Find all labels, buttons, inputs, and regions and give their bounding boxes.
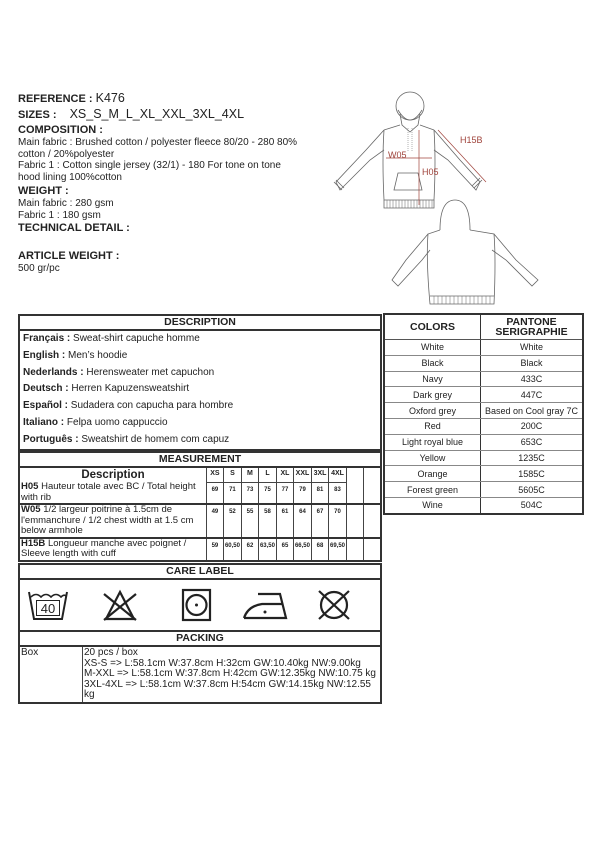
wash-temp: 40 <box>36 600 60 616</box>
sizes-line <box>18 108 338 124</box>
measurement-row <box>20 538 380 560</box>
measure-text: Hauteur totale avec BC / Total height with rib <box>21 481 196 503</box>
lang-text: Men’s hoodie <box>68 349 128 361</box>
iron-low-icon <box>240 588 296 622</box>
measure-value: 69,50 <box>328 538 346 560</box>
packing-key: Box <box>20 647 83 702</box>
measure-value: 66,50 <box>293 538 311 560</box>
label-h05: H05 <box>422 167 439 177</box>
color-row <box>385 340 582 356</box>
measure-value: 62 <box>241 538 258 560</box>
care-label-title: CARE LABEL <box>20 565 380 580</box>
packing-line: 20 pcs / box <box>84 647 138 658</box>
packing-line: XS-S => L:58.1cm W:37.8cm H:32cm GW:10.40kg NW:9.00kg <box>84 657 361 669</box>
wash-40-icon <box>26 588 70 622</box>
measure-code: W05 <box>21 504 41 515</box>
weight-line: Fabric 1 : 180 gsm <box>18 209 101 221</box>
measurement-row <box>20 482 380 504</box>
pantone-code: 5605C <box>481 482 583 498</box>
measure-value: 81 <box>311 482 328 504</box>
packing-details <box>83 647 381 702</box>
description-section <box>18 314 382 451</box>
packing-title: PACKING <box>20 632 380 647</box>
measure-value: 73 <box>241 482 258 504</box>
description-row <box>20 348 380 365</box>
description-row <box>20 331 380 348</box>
lang-label: Deutsch : <box>23 383 69 395</box>
weight-line: Main fabric : 280 gsm <box>18 198 114 209</box>
color-name: Red <box>385 418 481 434</box>
label-h15b: H15B <box>460 135 483 145</box>
lang-label: Español : <box>23 400 69 412</box>
pantone-code: 1585C <box>481 466 583 482</box>
measure-value: 61 <box>276 504 293 538</box>
measurement-row <box>20 504 380 538</box>
measure-value: 77 <box>276 482 293 504</box>
pantone-code: 653C <box>481 434 583 450</box>
color-name: Light royal blue <box>385 434 481 450</box>
color-name: White <box>385 340 481 356</box>
article-weight-label: ARTICLE WEIGHT : <box>18 250 120 262</box>
color-row <box>385 482 582 498</box>
color-row <box>385 450 582 466</box>
pantone-code: 200C <box>481 418 583 434</box>
measure-value: 65 <box>276 538 293 560</box>
measure-value: 52 <box>223 504 241 538</box>
article-weight-value: 500 gr/pc <box>18 263 60 274</box>
size-header: 4XL <box>328 468 346 482</box>
sizes-value: XS_S_M_L_XL_XXL_3XL_4XL <box>69 107 245 121</box>
packing-table <box>20 647 380 702</box>
pantone-code: Black <box>481 355 583 371</box>
measure-value: 75 <box>258 482 276 504</box>
size-header: XL <box>276 468 293 482</box>
weight-label: WEIGHT : <box>18 185 69 197</box>
sizes-label: SIZES : <box>18 109 57 121</box>
lang-label: Nederlands : <box>23 366 84 378</box>
reference-value: K476 <box>95 91 125 105</box>
measure-text: Longueur manche avec poignet / Sleeve length with cuff <box>21 537 187 559</box>
description-row <box>20 432 380 449</box>
packing-line: 3XL-4XL => L:58.1cm W:37.8cm H:54cm GW:14.15kg NW:12.55 kg <box>84 678 371 701</box>
lang-text: Sweat-shirt capuche homme <box>73 333 200 344</box>
measure-value: 60,50 <box>223 538 241 560</box>
measurement-section <box>18 451 382 562</box>
pantone-header: PANTONE SERIGRAPHIE <box>481 315 583 340</box>
size-header: L <box>258 468 276 482</box>
measure-value: 83 <box>328 482 346 504</box>
pantone-code: 433C <box>481 371 583 387</box>
pantone-code: 504C <box>520 500 543 511</box>
composition-label: COMPOSITION : <box>18 124 103 136</box>
pantone-code: White <box>481 340 583 356</box>
measure-code: H15B <box>21 537 46 549</box>
description-row <box>20 365 380 382</box>
colors-section <box>383 313 584 515</box>
lang-label: Italiano : <box>23 416 65 428</box>
label-w05: W05 <box>388 150 407 160</box>
composition-line: Main fabric : Brushed cotton / polyester fleece 80/20 - 280 80% <box>18 137 298 148</box>
pantone-code: 1235C <box>481 450 583 466</box>
colors-header: COLORS <box>385 315 481 340</box>
color-row <box>385 387 582 403</box>
lang-label: Français : <box>23 333 71 344</box>
lang-text: Sweatshirt de homem com capuz <box>81 433 230 445</box>
color-row <box>385 434 582 450</box>
measure-value: 55 <box>241 504 258 538</box>
size-header: XS <box>206 468 223 482</box>
packing-row <box>20 647 380 702</box>
size-header: M <box>241 468 258 482</box>
color-row <box>385 497 582 512</box>
reference-line <box>18 92 338 108</box>
reference-label: REFERENCE : <box>18 93 93 105</box>
care-label-section <box>18 563 382 632</box>
measure-code: H05 <box>21 481 39 492</box>
measure-value: 58 <box>258 504 276 538</box>
measure-value: 69 <box>206 482 223 504</box>
size-header: 3XL <box>311 468 328 482</box>
lang-text: Sudadera con capucha para hombre <box>70 400 234 412</box>
measure-value: 67 <box>311 504 328 538</box>
color-name: Oxford grey <box>385 403 481 419</box>
color-row <box>385 371 582 387</box>
color-name: Forest green <box>385 482 481 498</box>
measure-value: 70 <box>328 504 346 538</box>
technical-drawing <box>330 80 550 310</box>
measurement-header-row <box>20 468 380 482</box>
measure-value: 68 <box>311 538 328 560</box>
composition-line: cotton / 20%polyester <box>18 148 115 160</box>
size-header: S <box>223 468 241 482</box>
measure-value: 71 <box>223 482 241 504</box>
measure-value: 79 <box>293 482 311 504</box>
pantone-code: Based on Cool gray 7C <box>481 403 583 419</box>
composition-line: Fabric 1 : Cotton single jersey (32/1) - 180 For tone on tone <box>18 160 281 171</box>
no-dry-clean-icon <box>312 588 356 622</box>
color-row <box>385 403 582 419</box>
care-icons <box>20 580 380 630</box>
description-row <box>20 398 380 415</box>
spec-header <box>18 92 338 275</box>
description-row <box>20 381 380 398</box>
lang-text: Herren Kapuzensweatshirt <box>71 383 190 395</box>
color-name: Orange <box>385 466 481 482</box>
measurement-title: MEASUREMENT <box>20 453 380 468</box>
lang-text: Felpa uomo cappuccio <box>66 416 168 428</box>
description-col-header: Description <box>20 468 206 482</box>
lang-label: English : <box>23 349 66 361</box>
colors-table <box>385 315 582 513</box>
description-row <box>20 415 380 432</box>
composition-line: hood lining 100%cotton <box>18 171 122 183</box>
color-row <box>385 466 582 482</box>
lang-text: Herensweater met capuchon <box>86 366 215 378</box>
measure-value: 63,50 <box>258 538 276 560</box>
color-name: Yellow <box>385 450 481 466</box>
tumble-dry-low-icon <box>175 588 219 622</box>
hoodie-front-back-icon <box>330 80 550 310</box>
technical-detail-label: TECHNICAL DETAIL : <box>18 222 130 234</box>
description-title: DESCRIPTION <box>20 316 380 331</box>
color-name: Wine <box>385 497 481 512</box>
measure-value: 64 <box>293 504 311 538</box>
measure-value: 59 <box>206 538 223 560</box>
measure-text: 1/2 largeur poitrine à 1.5cm de l'emmanchure / 1/2 chest width at 1.5 cm below armhole <box>21 504 194 536</box>
color-row <box>385 418 582 434</box>
color-row <box>385 355 582 371</box>
measurement-table <box>20 468 380 560</box>
color-name: Navy <box>385 371 481 387</box>
no-bleach-icon <box>98 588 142 622</box>
color-name: Black <box>385 355 481 371</box>
packing-line: M-XXL => L:58.1cm W:37.8cm H:42cm GW:12.35kg NW:10.75 kg <box>84 668 376 680</box>
pantone-code: 447C <box>481 387 583 403</box>
measure-value: 49 <box>206 504 223 538</box>
size-header: XXL <box>293 468 311 482</box>
packing-section <box>18 630 382 704</box>
color-name: Dark grey <box>385 387 481 403</box>
lang-label: Português : <box>23 433 79 445</box>
